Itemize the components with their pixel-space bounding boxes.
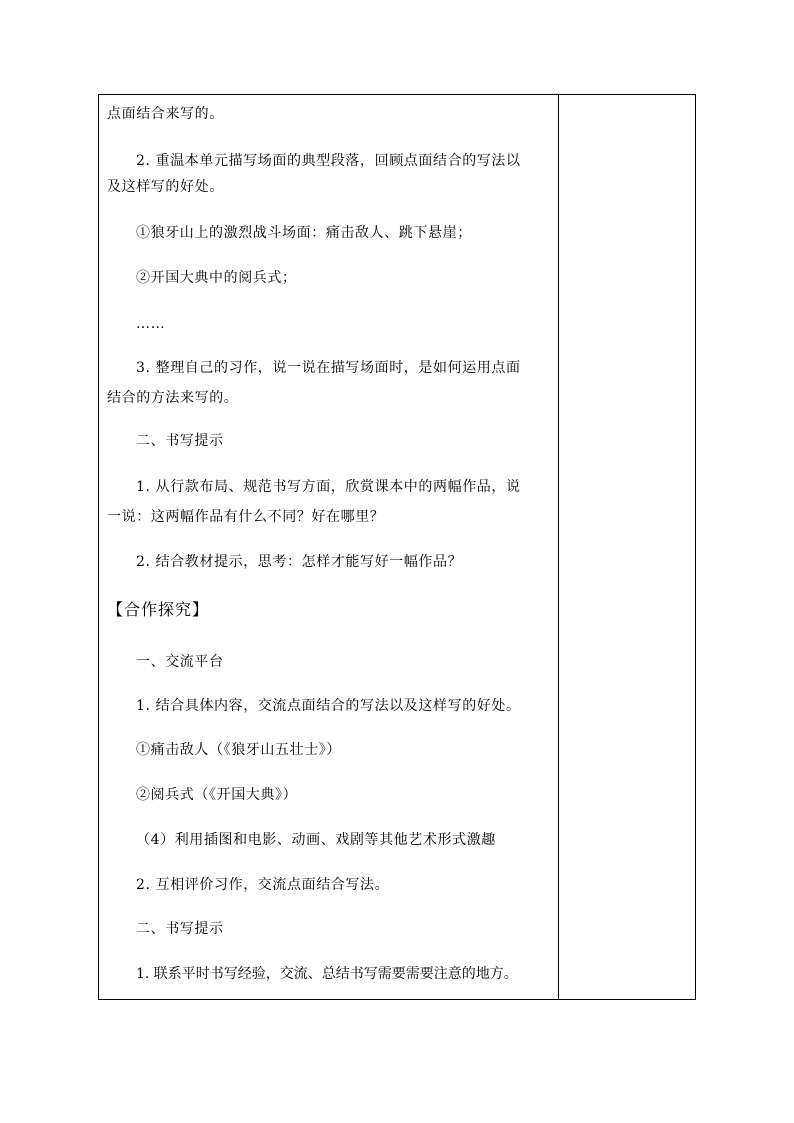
section-subheading: 一、交流平台	[136, 654, 224, 670]
text-line: 1. 从行款布局、规范书写方面，欣赏课本中的两幅作品，说	[136, 479, 521, 495]
text-line: 点面结合来写的。	[107, 106, 224, 122]
table-right-column	[558, 95, 559, 999]
text-line: （4）利用插图和电影、动画、戏剧等其他艺术形式激趣	[136, 832, 496, 848]
text-line: 3. 整理自己的习作，说一说在描写场面时，是如何运用点面	[136, 360, 521, 376]
text-line: 2. 重温本单元描写场面的典型段落，回顾点面结合的写法以	[136, 153, 521, 169]
lesson-table	[98, 94, 696, 1000]
text-line: 1. 联系平时书写经验，交流、总结书写需要需要注意的地方。	[136, 966, 518, 982]
section-subheading: 二、书写提示	[136, 921, 224, 937]
text-line: 结合的方法来写的。	[107, 390, 239, 406]
text-line: 一说：这两幅作品有什么不同？好在哪里？	[107, 509, 385, 525]
section-subheading: 二、书写提示	[136, 433, 224, 449]
text-line: 及这样写的好处。	[107, 179, 224, 195]
text-line: 1. 结合具体内容，交流点面结合的写法以及这样写的好处。	[136, 698, 521, 714]
text-line: ①狼牙山上的激烈战斗场面：痛击敌人、跳下悬崖；	[136, 225, 472, 241]
text-line: ①痛击敌人（《狼牙山五壮士》）	[136, 742, 341, 758]
text-line: ②开国大典中的阅兵式；	[136, 270, 297, 286]
text-line: 2. 结合教材提示，思考：怎样才能写好一幅作品？	[136, 554, 463, 570]
section-heading: 【合作探究】	[107, 600, 210, 619]
text-line: ②阅兵式（《开国大典》）	[136, 787, 298, 803]
text-line: ……	[136, 316, 166, 332]
text-line: 2. 互相评价习作，交流点面结合写法。	[136, 877, 390, 893]
